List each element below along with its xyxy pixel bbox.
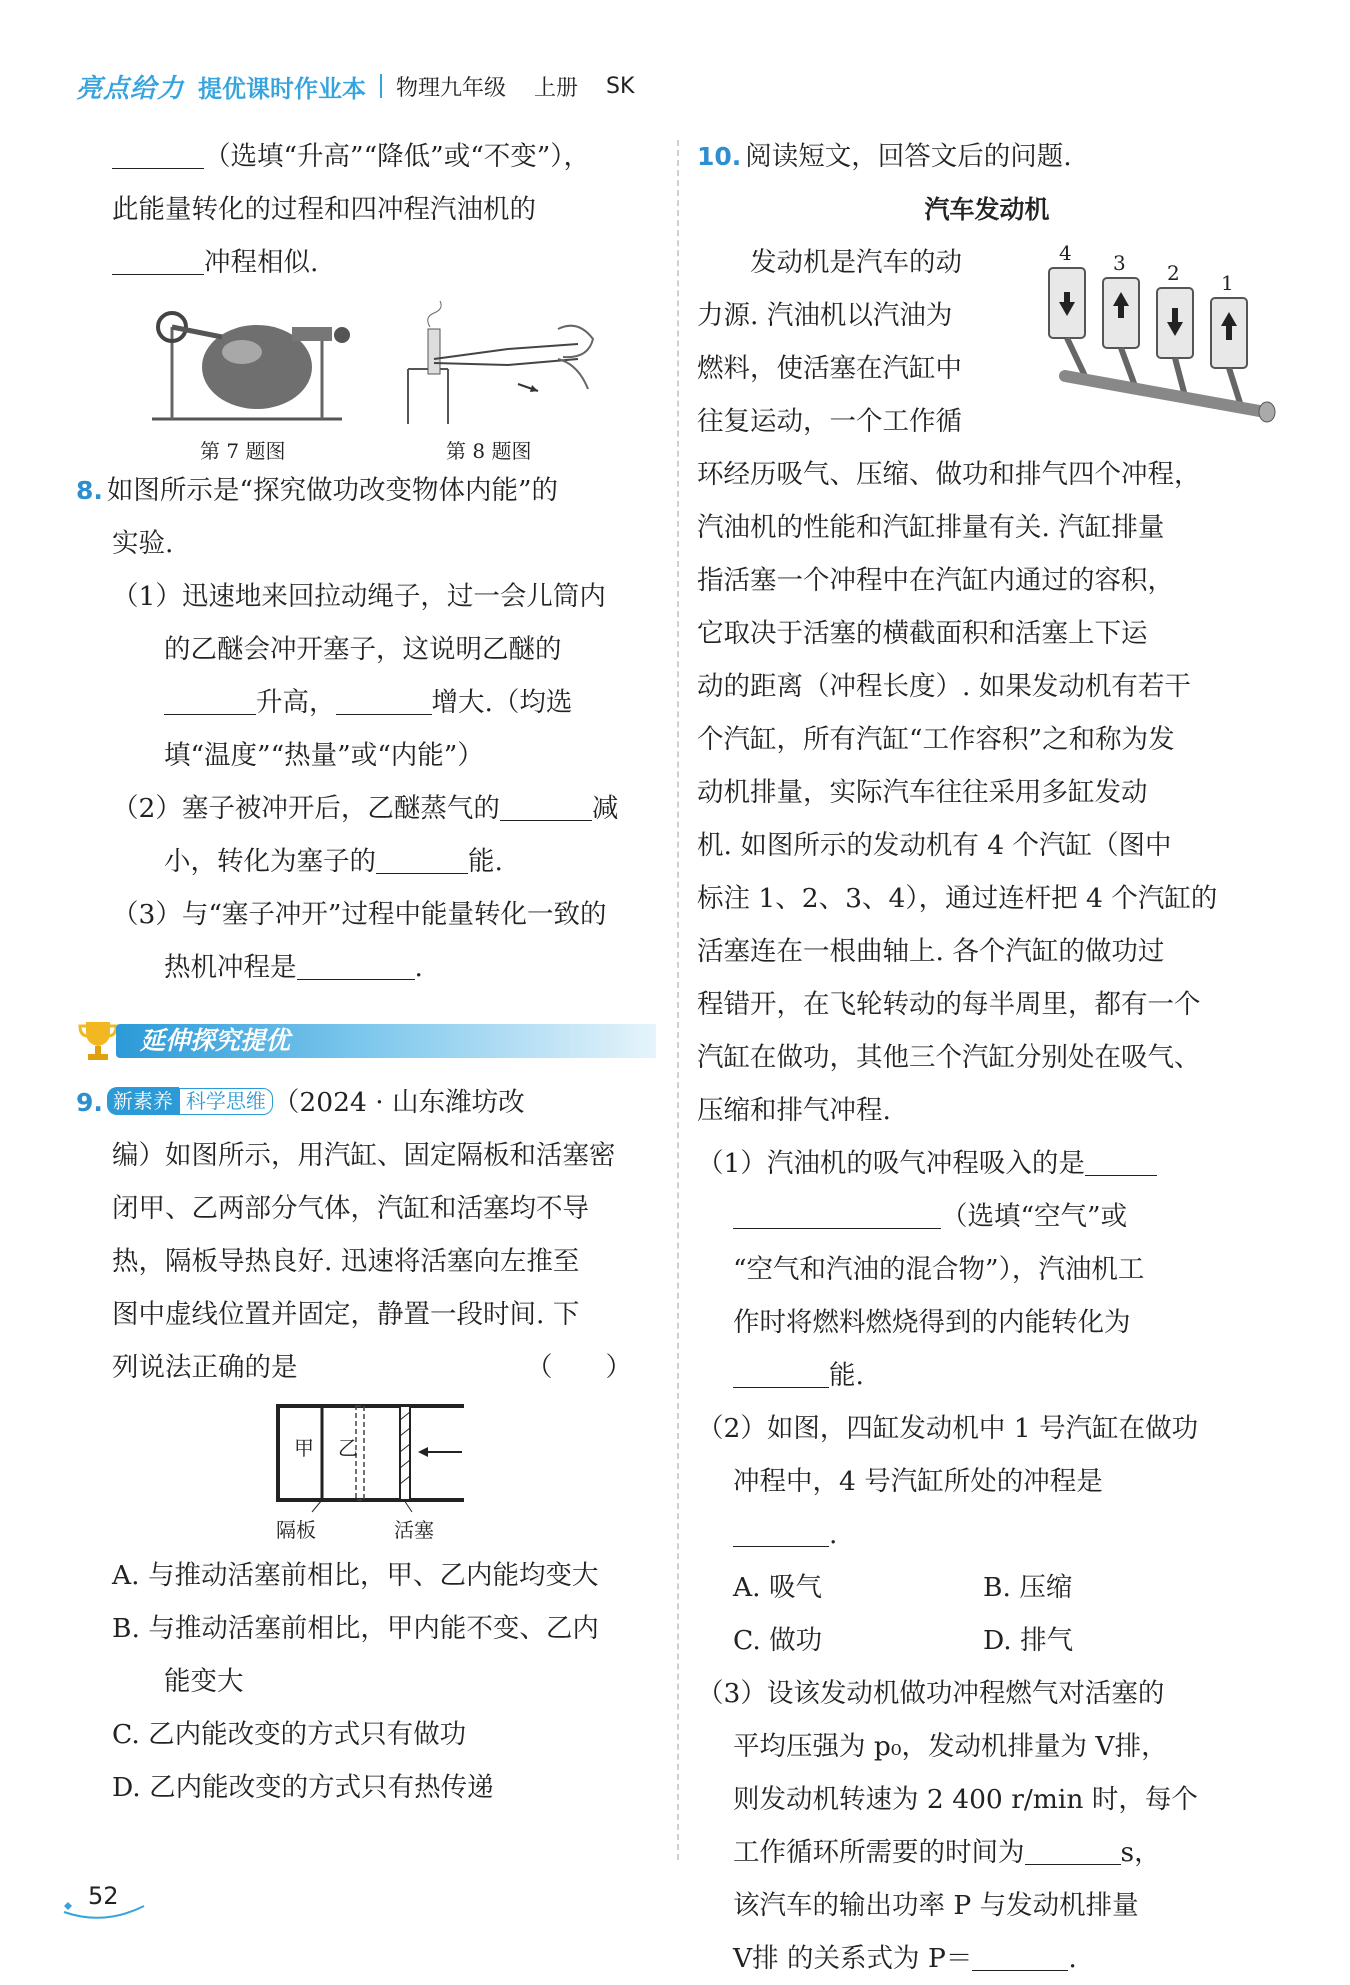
- q7-continuation-line-2: 此能量转化的过程和四冲程汽油机的: [112, 194, 536, 225]
- text: （2024 · 山东潍坊改: [272, 1087, 525, 1118]
- page-number-badge: [60, 1876, 150, 1920]
- figures-q7-q8: [76, 289, 656, 464]
- fig-label-geban: 隔板: [276, 1518, 316, 1542]
- q10-option-a[interactable]: A. 吸气: [733, 1572, 822, 1603]
- q10-option-c[interactable]: C. 做功: [733, 1625, 823, 1656]
- q9-figure: [76, 1394, 656, 1549]
- trophy-icon: [76, 1018, 120, 1064]
- brand-logo: 亮点给力: [76, 73, 185, 104]
- article-line: 动的距离（冲程长度）. 如果发动机有若干: [697, 671, 1191, 702]
- article-line: 程错开，在飞轮转动的每半周里，都有一个: [697, 989, 1201, 1020]
- q10-part1-line-5: [697, 1349, 1277, 1402]
- q9-option-c[interactable]: C. 乙内能改变的方式只有做功: [112, 1719, 467, 1750]
- q7-continuation-line-3: [76, 236, 656, 289]
- answer-blank[interactable]: [733, 1513, 829, 1547]
- column-divider: [677, 140, 679, 1860]
- article-line: 机. 如图所示的发动机有 4 个汽缸（图中: [697, 830, 1172, 861]
- q8-part1-line-2: 的乙醚会冲开塞子，这说明乙醚的: [164, 634, 562, 665]
- subject-label: 物理九年级: [396, 75, 507, 101]
- cylinder-label: 3: [1113, 251, 1126, 275]
- fig-label-yi: 乙: [338, 1436, 358, 1460]
- q9-stem-line-1: [76, 1076, 656, 1129]
- answer-blank[interactable]: [733, 1195, 941, 1229]
- q9-option-b-line-2: 能变大: [164, 1666, 244, 1697]
- answer-blank[interactable]: [376, 840, 468, 874]
- answer-paren[interactable]: （ ）: [526, 1352, 632, 1383]
- text: 列说法正确的是: [112, 1352, 298, 1383]
- text: 阅读短文，回答文后的问题.: [745, 141, 1072, 172]
- q7-continuation-line-1: [76, 130, 656, 183]
- q10-part2-line-2: 冲程中，4 号汽缸所处的冲程是: [733, 1466, 1103, 1497]
- volume-label: 上册: [534, 75, 579, 101]
- section-title: 延伸探究提优: [140, 1026, 291, 1055]
- q10-part3-line-5: 该汽车的输出功率 P 与发动机排量: [733, 1890, 1139, 1921]
- article-line: 指活塞一个冲程中在汽缸内通过的容积，: [697, 565, 1174, 596]
- text: 冲程相似.: [204, 247, 319, 278]
- text: .: [414, 952, 423, 983]
- q8-stem-line-2: 实验.: [112, 528, 174, 559]
- book-series-title: 提优课时作业本: [198, 74, 367, 103]
- article-line: 标注 1、2、3、4），通过连杆把 4 个汽缸的: [697, 883, 1218, 914]
- question-number: 10.: [697, 142, 742, 171]
- fig8-ether-tube-image: [408, 299, 598, 429]
- article-line: 它取决于活塞的横截面积和活塞上下运: [697, 618, 1148, 649]
- q8-part2-line-1: [76, 782, 656, 835]
- answer-blank[interactable]: [733, 1354, 829, 1388]
- text: .: [1068, 1943, 1077, 1974]
- q8-part3-line-2: [76, 941, 656, 994]
- q8-stem-line-1: [76, 464, 656, 517]
- q10-option-d[interactable]: D. 排气: [983, 1625, 1074, 1656]
- text: 热机冲程是: [164, 952, 297, 983]
- tag-new-literacy: 新素养: [107, 1087, 179, 1115]
- q10-part1-line-3: “空气和汽油的混合物”），汽油机工: [733, 1254, 1145, 1285]
- fig-label-jia: 甲: [294, 1436, 314, 1460]
- q10-part3-line-6: [697, 1932, 1277, 1985]
- text: 增大.（均选: [431, 687, 573, 718]
- q8-part1-line-4: 填“温度”“热量”或“内能”）: [164, 740, 484, 771]
- article-wrapped-text: [697, 236, 1037, 448]
- answer-blank[interactable]: [500, 787, 592, 821]
- text: 减: [591, 793, 619, 824]
- q8-part2-line-2: [76, 835, 656, 888]
- right-column: [697, 130, 1277, 1985]
- page-header: [76, 68, 662, 104]
- text: （选填“空气”或: [941, 1201, 1128, 1232]
- text: .: [829, 1519, 838, 1550]
- q10-option-b[interactable]: B. 压缩: [983, 1572, 1073, 1603]
- text: 能.: [468, 846, 503, 877]
- q10-part2-line-1: （2）如图，四缸发动机中 1 号汽缸在做功: [697, 1413, 1199, 1444]
- text: 如图所示是“探究做功改变物体内能”的: [106, 475, 559, 506]
- article-line: 往复运动，一个工作循: [697, 406, 962, 437]
- article-line: 活塞连在一根曲轴上. 各个汽缸的做功过: [697, 936, 1165, 967]
- q9-option-b-line-1[interactable]: B. 与推动活塞前相比，甲内能不变、乙内: [112, 1613, 599, 1644]
- page-number: 52: [88, 1882, 119, 1910]
- answer-blank[interactable]: [112, 135, 204, 169]
- q10-part3-line-3: 则发动机转速为 2 400 r/min 时，每个: [733, 1784, 1198, 1815]
- article-title: 汽车发动机: [924, 195, 1050, 224]
- section-banner: [76, 1014, 656, 1062]
- cylinder-label: 4: [1059, 241, 1072, 265]
- answer-blank[interactable]: [297, 946, 415, 980]
- text: （1）汽油机的吸气冲程吸入的是: [697, 1148, 1085, 1179]
- fig7-steam-apparatus-image: [142, 297, 362, 427]
- text: 升高，: [256, 687, 336, 718]
- q9-stem-line-6: [76, 1341, 656, 1394]
- article-line: 压缩和排气冲程.: [697, 1095, 891, 1126]
- text: （2）塞子被冲开后，乙醚蒸气的: [112, 793, 500, 824]
- text: 工作循环所需要的时间为: [733, 1837, 1025, 1868]
- text: （选填“升高”“降低”或“不变”），: [204, 141, 591, 172]
- text: s，: [1120, 1837, 1161, 1868]
- answer-blank[interactable]: [112, 241, 204, 275]
- article-line: 发动机是汽车的动: [697, 247, 962, 278]
- article-line: 燃料，使活塞在汽缸中: [697, 353, 962, 384]
- q9-option-a[interactable]: A. 与推动活塞前相比，甲、乙内能均变大: [112, 1560, 599, 1591]
- answer-blank[interactable]: [336, 681, 432, 715]
- tag-scientific-thinking: 科学思维: [179, 1088, 273, 1115]
- fig-label-huosai: 活塞: [394, 1518, 434, 1542]
- article-line: 力源. 汽油机以汽油为: [697, 300, 953, 331]
- header-divider: [380, 74, 382, 98]
- cylinder-label: 1: [1221, 271, 1234, 295]
- fig7-caption: 第 7 题图: [200, 439, 286, 463]
- four-cylinder-engine-figure: [1045, 236, 1277, 426]
- article-line: 动机排量，实际汽车往往采用多缸发动: [697, 777, 1148, 808]
- q10-options-row-1: [697, 1561, 1277, 1614]
- text: 能.: [829, 1360, 864, 1391]
- q9-option-d[interactable]: D. 乙内能改变的方式只有热传递: [112, 1772, 494, 1803]
- article-line: 环经历吸气、压缩、做功和排气四个冲程，: [697, 459, 1201, 490]
- q9-stem-line-5: 图中虚线位置并固定，静置一段时间. 下: [112, 1299, 580, 1330]
- answer-blank[interactable]: [164, 681, 256, 715]
- q10-stem: [697, 130, 1277, 183]
- answer-blank[interactable]: [1085, 1142, 1157, 1176]
- q10-part1-line-4: 作时将燃料燃烧得到的内能转化为: [733, 1307, 1131, 1338]
- answer-blank[interactable]: [972, 1937, 1068, 1971]
- article-line: 个汽缸，所有汽缸“工作容积”之和称为发: [697, 724, 1175, 755]
- q10-options-row-2: [697, 1614, 1277, 1667]
- q10-part1-line-2: [697, 1190, 1277, 1243]
- q9-stem-line-3: 闭甲、乙两部分气体，汽缸和活塞均不导: [112, 1193, 589, 1224]
- q8-part3-line-1: （3）与“塞子冲开”过程中能量转化一致的: [112, 899, 607, 930]
- q10-part1-line-1: [697, 1137, 1277, 1190]
- question-number: 8.: [76, 476, 103, 505]
- q9-stem-line-4: 热，隔板导热良好. 迅速将活塞向左推至: [112, 1246, 580, 1277]
- q9-stem-line-2: 编）如图所示，用汽缸、固定隔板和活塞密: [112, 1140, 616, 1171]
- left-column: [76, 130, 656, 1814]
- answer-blank[interactable]: [1025, 1831, 1121, 1865]
- fig8-caption: 第 8 题图: [446, 439, 532, 463]
- article-line: 汽缸在做功，其他三个汽缸分别处在吸气、: [697, 1042, 1201, 1073]
- edition-label: SK: [606, 73, 635, 99]
- q8-part1-line-3: [76, 676, 656, 729]
- article-intro-with-figure: [697, 236, 1277, 448]
- q10-part2-line-3: [697, 1508, 1277, 1561]
- q10-part3-line-1: （3）设该发动机做功冲程燃气对活塞的: [697, 1678, 1165, 1709]
- question-number: 9.: [76, 1088, 103, 1117]
- q8-part1-line-1: （1）迅速地来回拉动绳子，过一会儿筒内: [112, 581, 606, 612]
- cylinder-label: 2: [1167, 261, 1180, 285]
- article-line: 汽油机的性能和汽缸排量有关. 汽缸排量: [697, 512, 1165, 543]
- q10-part3-line-2: 平均压强为 p₀，发动机排量为 V排，: [733, 1731, 1168, 1762]
- text: 小，转化为塞子的: [164, 846, 376, 877]
- q10-part3-line-4: [697, 1826, 1277, 1879]
- text: V排 的关系式为 P＝: [733, 1943, 973, 1974]
